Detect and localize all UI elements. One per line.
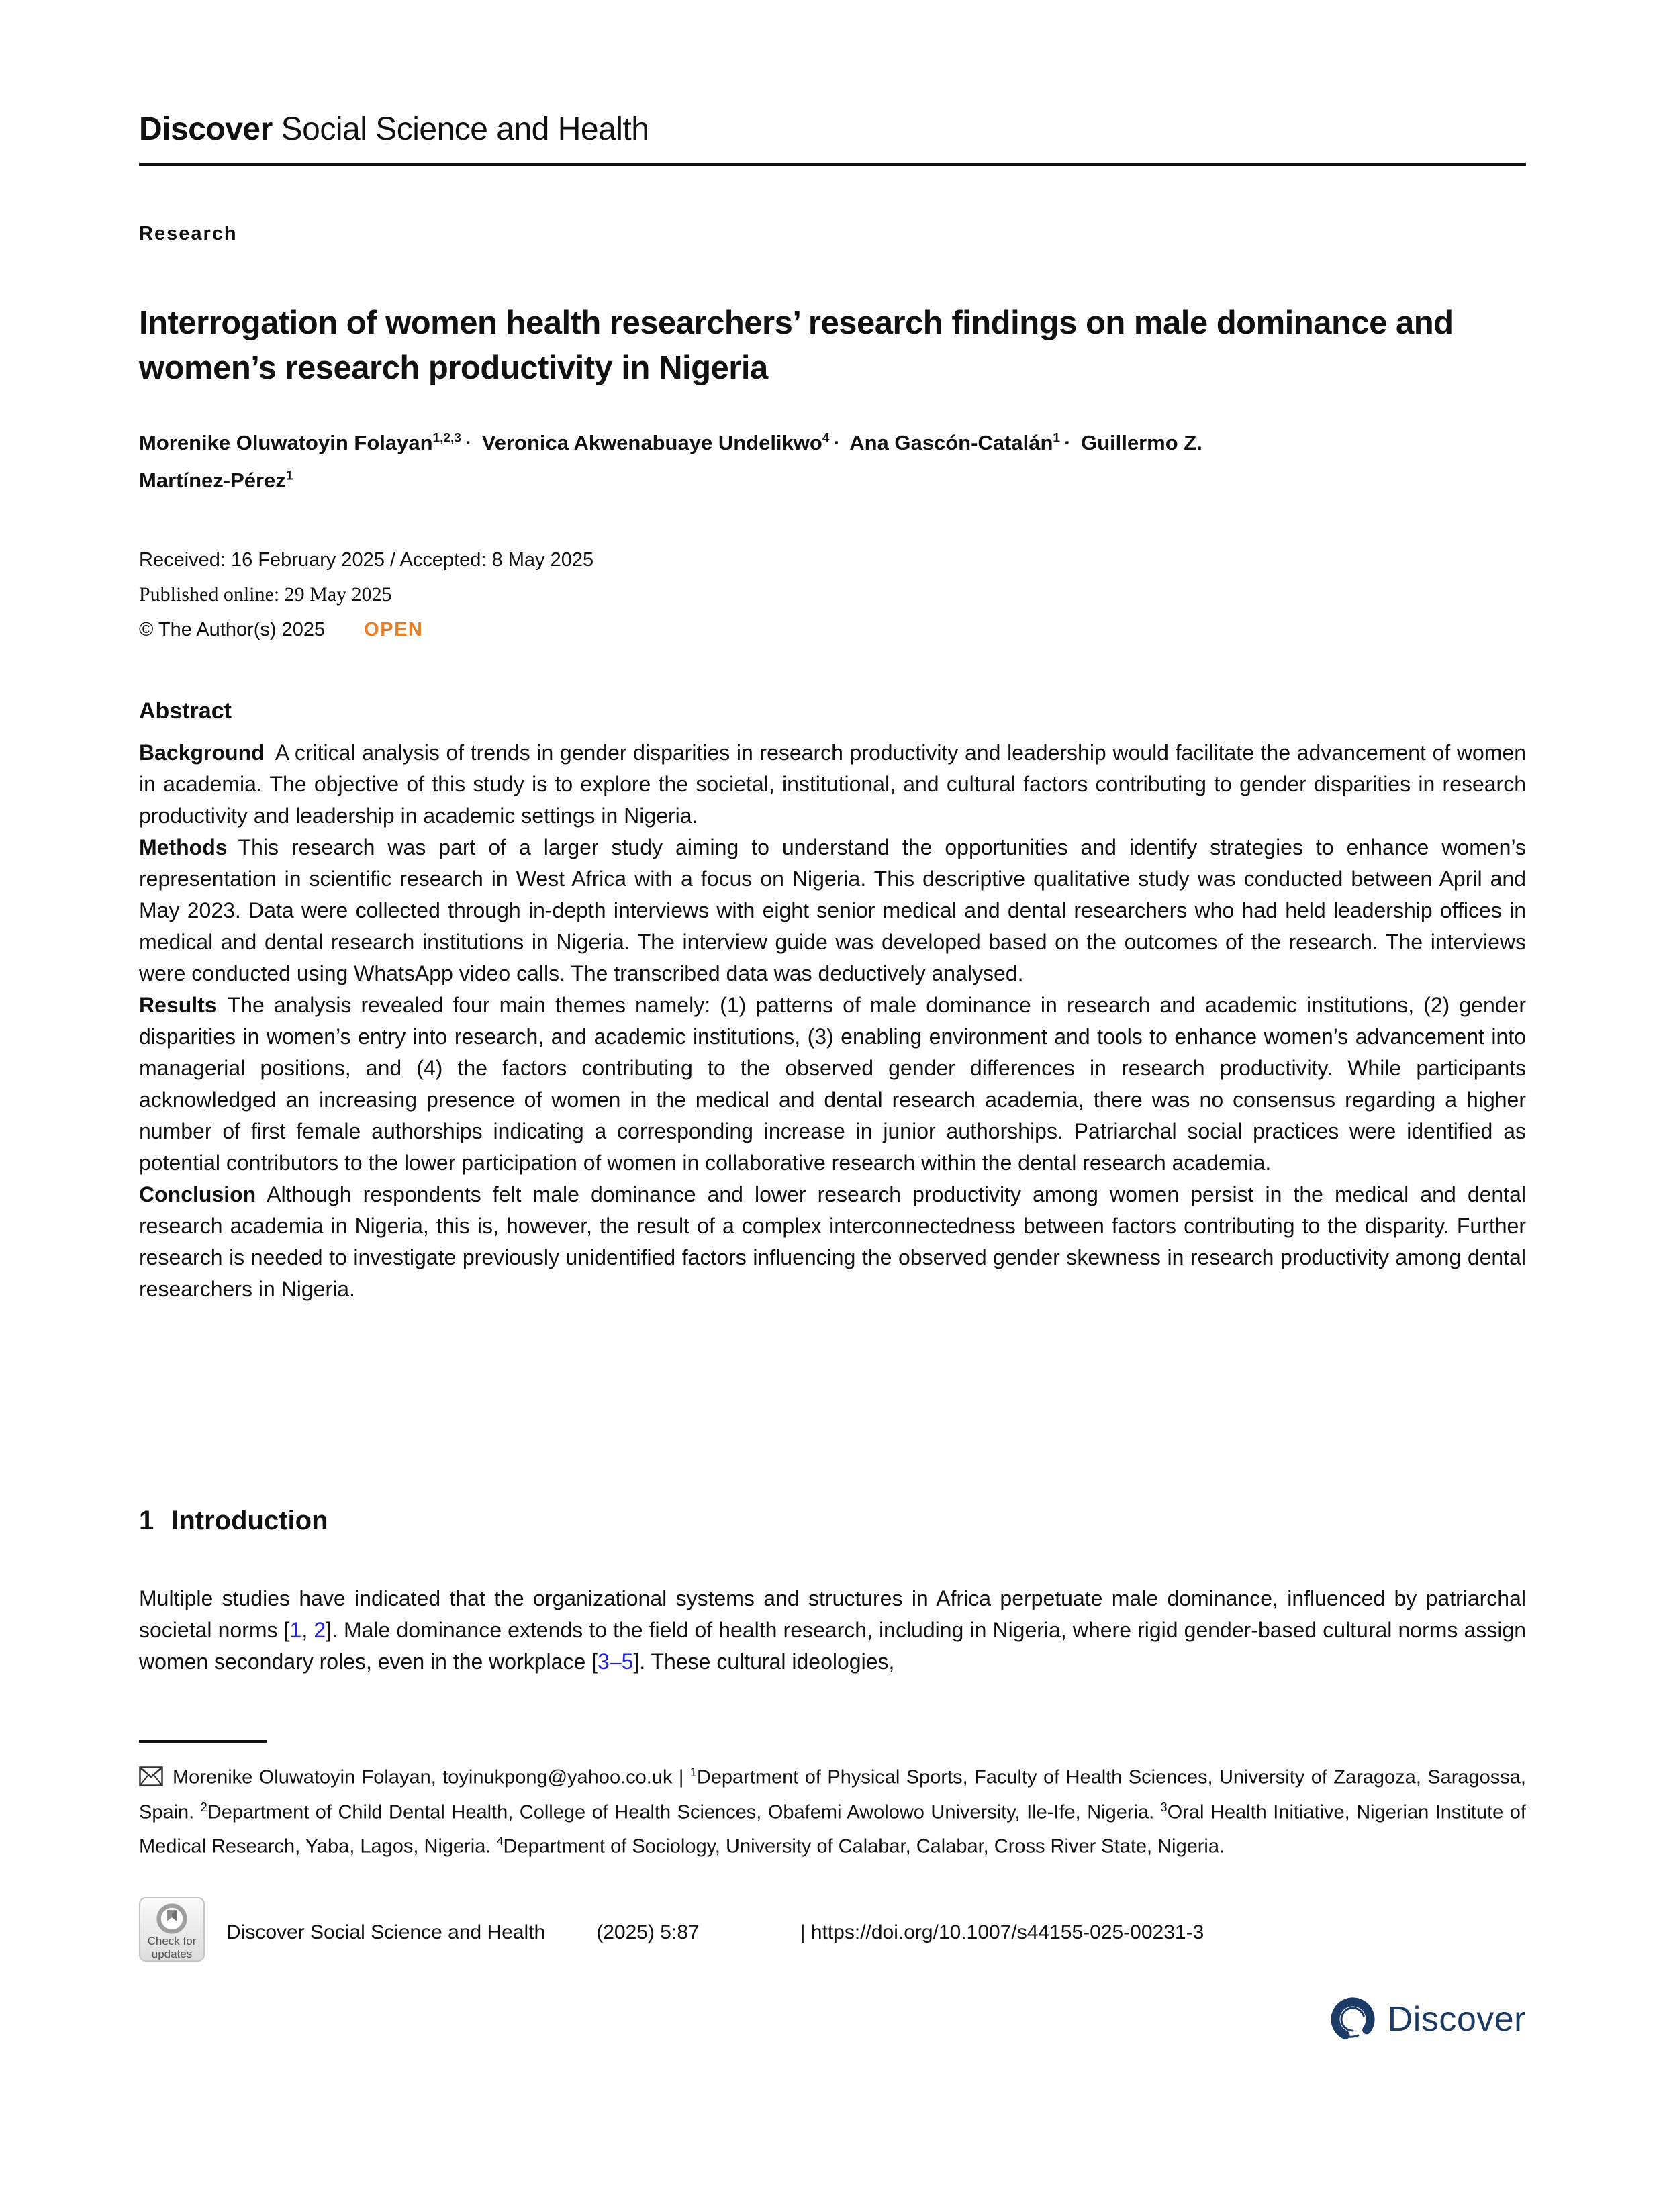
open-access-badge[interactable]: OPEN — [364, 619, 424, 640]
author: Veronica Akwenabuaye Undelikwo$^4$ — [481, 431, 830, 454]
citation-link[interactable]: 2 — [314, 1618, 326, 1642]
footnote-divider: | — [672, 1766, 690, 1788]
footer-row — [139, 1897, 1526, 1962]
header-rule — [139, 163, 1526, 166]
abstract-background: Background A critical analysis of trends in gender disparities in research productivity and leadership would facilitate the advancement of women in academia. The objective of this study is to explore the societal, institutional, and cultural factors contributing to gender disparities in research productivity and leadership in academic settings in Nigeria. — [139, 740, 1526, 828]
published-online-line: Published online: 29 May 2025 — [139, 583, 392, 606]
author: Morenike Oluwatoyin Folayan$^{1,2,3}$ — [139, 431, 461, 454]
citation-link[interactable]: 3–5 — [598, 1649, 634, 1674]
check-updates-icon — [154, 1903, 189, 1935]
copyright-row — [139, 619, 1526, 641]
author-separator: · — [465, 431, 473, 454]
running-footer — [205, 1897, 1204, 1944]
author-affiliation-sup: 1 — [285, 469, 293, 484]
section-number: 1 — [139, 1506, 154, 1535]
footnote-rule — [139, 1740, 267, 1743]
copyright-text: © The Author(s) 2025 — [139, 619, 326, 640]
journal-brand-rest: Social Science and Health — [272, 111, 649, 147]
discover-logo-text: Discover — [1387, 2000, 1526, 2039]
abstract-methods: Methods This research was part of a larger study aiming to understand the opportunities and identify strategies to enhance women’s representation in scientific research in West Africa with a focus on Nigeria. This descriptive qualitative study was conducted between April and May 2023. Data were collected through in-depth interviews with eight senior medical and dental researchers who had held leadership offices in medical and dental research institutions in Nigeria. The interview guide was developed based on the outcomes of the research. The interviews were conducted using WhatsApp video calls. The transcribed data was deductively analysed. — [139, 835, 1526, 985]
author-affiliation-sup: 1,2,3 — [432, 431, 461, 446]
author-affiliation-sup: 4 — [822, 431, 830, 446]
footer-journal-name: Discover Social Science and Health — [226, 1921, 546, 1943]
author: Guillermo Z. Martínez-Pérez$^1$ — [139, 431, 1202, 493]
affiliation-text: Department of Physical Sports, Faculty of Health Sciences, University of Zaragoza, Saragossa, Spain. — [139, 1766, 1526, 1823]
abstract-heading: Abstract — [139, 698, 232, 724]
affiliation-text: Oral Health Initiative, Nigerian Institute of Medical Research, Yaba, Lagos, Nigeria. — [139, 1801, 1526, 1858]
affiliation-sup: 2 — [200, 1800, 207, 1814]
abstract-conclusion: Conclusion Although respondents felt male dominance and lower research productivity among women persist in the medical and dental research academia in Nigeria, this is, however, the result of a complex interconnectedness between factors contributing to the disparity. Further research is needed to investigate previously unidentified factors influencing the observed gender skewness in research productivity among dental researchers in Nigeria. — [139, 1182, 1526, 1301]
footnote-block — [139, 1758, 1526, 1862]
abstract-body — [139, 737, 1526, 1305]
abstract-conclusion-label: Conclusion — [139, 1182, 256, 1206]
received-accepted-line: Received: 16 February 2025 / Accepted: 8 May 2025 — [139, 549, 594, 571]
article-title: Interrogation of women health researchers’ research findings on male dominance and women’s research productivity in Nigeria — [139, 305, 1454, 387]
discover-logo — [1329, 1995, 1526, 2043]
article-type-label: Research — [139, 223, 238, 244]
author-separator: · — [833, 431, 841, 454]
correspondence-contact: Morenike Oluwatoyin Folayan, toyinukpong@yahoo.co.uk — [173, 1766, 673, 1788]
journal-brand-bold: Discover — [139, 111, 273, 147]
abstract-background-label: Background — [139, 740, 265, 765]
affiliation-text: Department of Sociology, University of Calabar, Calabar, Cross River State, Nigeria. — [503, 1835, 1225, 1858]
discover-swirl-icon — [1329, 1995, 1377, 2043]
affiliation-sup: 4 — [496, 1835, 504, 1849]
affiliation-sup: 3 — [1160, 1800, 1168, 1814]
footer-issue: (2025) 5:87 — [596, 1921, 700, 1943]
author: Ana Gascón-Catalán$^1$ — [849, 431, 1060, 454]
section-title: Introduction — [171, 1506, 328, 1535]
citation-link[interactable]: 1 — [289, 1618, 302, 1642]
check-updates-label: Check for updates — [147, 1935, 197, 1960]
author-list — [139, 424, 1213, 500]
introduction-heading — [139, 1506, 1526, 1536]
abstract-results-label: Results — [139, 993, 217, 1017]
abstract-results: Results The analysis revealed four main themes namely: (1) patterns of male dominance in research and academic institutions, (2) gender disparities in women’s entry into research, and academic institutions, (3) enabling environment and tools to enhance women’s advancement into managerial positions, and (4) the factors contributing to the observed gender differences in research productivity. While participants acknowledged an increasing presence of women in the medical and dental research academia, there was no consensus regarding a higher number of first female authorships indicating a corresponding increase in junior authorships. Patriarchal social practices were identified as potential contributors to the lower participation of women in collaborative research within the dental research academia. — [139, 993, 1526, 1175]
author-affiliation-sup: 1 — [1053, 431, 1060, 446]
check-for-updates-badge[interactable] — [139, 1897, 205, 1962]
journal-brand — [139, 111, 1526, 148]
author-separator: · — [1064, 431, 1072, 454]
abstract-methods-label: Methods — [139, 835, 228, 859]
affiliation-text: Department of Child Dental Health, College of Health Sciences, Obafemi Awolowo University, Ile-Ife, Nigeria. — [207, 1801, 1161, 1823]
introduction-paragraph: Multiple studies have indicated that the organizational systems and structures in Africa perpetuate male dominance, influenced by patriarchal societal norms [1, 2]. Male dominance extends to the field of health research, including in Nigeria, where rigid gender-based cultural norms assign women secondary roles, even in the workplace [3–5]. These cultural ideologies, — [139, 1586, 1527, 1674]
footer-doi-link[interactable]: | https://doi.org/10.1007/s44155-025-00231-3 — [800, 1921, 1204, 1943]
envelope-icon — [139, 1766, 163, 1786]
affiliation-sup: 1 — [689, 1766, 697, 1779]
